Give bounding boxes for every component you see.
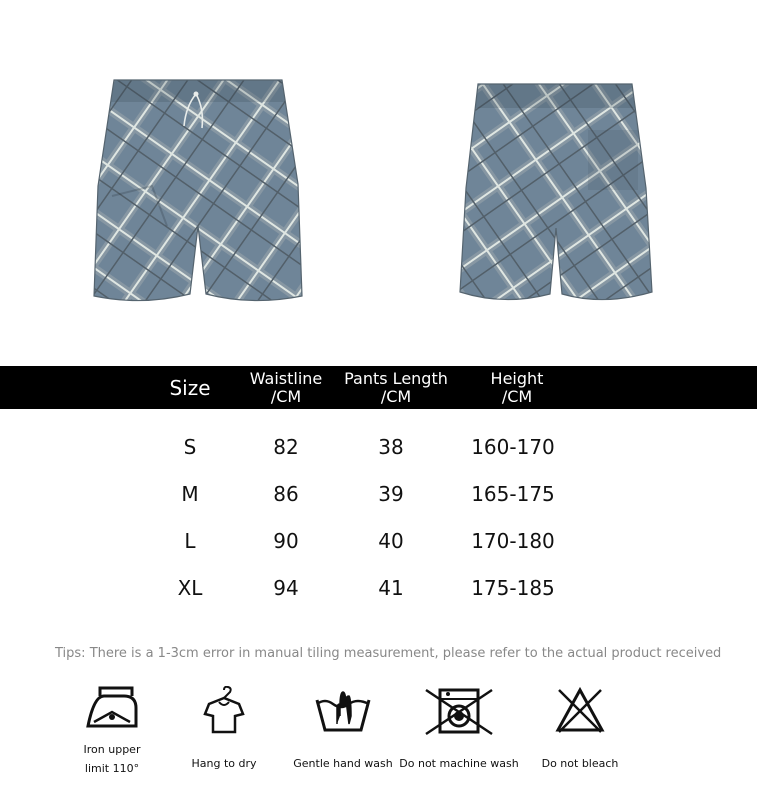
- header-size: [150, 366, 230, 409]
- product-images: [0, 0, 757, 360]
- no-bleach-icon: [555, 686, 605, 736]
- care-label-line2: limit 110°: [84, 762, 140, 775]
- cell-waistline: 94: [273, 576, 299, 600]
- table-row: [0, 432, 757, 462]
- care-item-hand-wash: [292, 686, 394, 773]
- care-label: Do not bleach: [541, 757, 619, 770]
- cell-size: S: [183, 435, 197, 459]
- header-height: [467, 366, 567, 409]
- measurement-tips: Tips: There is a 1-3cm error in manual tiling measurement, please refer to the actual product received: [55, 646, 722, 661]
- cell-height: 165-175: [471, 482, 555, 506]
- header-pants-length-unit: /CM: [380, 386, 412, 406]
- care-label: Do not machine wash: [399, 757, 519, 770]
- table-row: [0, 479, 757, 509]
- header-pants-length-label: Pants Length: [344, 368, 448, 388]
- header-pants-length: [336, 366, 456, 409]
- no-machine-wash-icon: [424, 686, 494, 736]
- table-row: [0, 526, 757, 556]
- shorts-back-image: [458, 80, 654, 308]
- header-waistline-label: Waistline: [249, 368, 323, 388]
- cell-pants-length: 39: [378, 482, 404, 506]
- cell-pants-length: 41: [378, 576, 404, 600]
- header-waistline-unit: /CM: [270, 386, 302, 406]
- care-item-iron: [66, 686, 158, 778]
- cell-size: XL: [177, 576, 203, 600]
- cell-waistline: 86: [273, 482, 299, 506]
- iron-icon: [82, 686, 142, 732]
- cell-size: M: [181, 482, 199, 506]
- care-item-no-machine-wash: [398, 686, 520, 773]
- care-item-no-bleach: [536, 686, 624, 773]
- table-row: [0, 573, 757, 603]
- header-size-label: Size: [169, 375, 211, 400]
- care-label: Hang to dry: [191, 757, 257, 770]
- cell-height: 170-180: [471, 529, 555, 553]
- care-label: Gentle hand wash: [293, 757, 393, 770]
- size-table-header: [0, 366, 757, 409]
- shorts-front-image: [92, 76, 304, 308]
- cell-height: 175-185: [471, 576, 555, 600]
- header-waistline: [236, 366, 336, 409]
- header-height-unit: /CM: [501, 386, 533, 406]
- cell-waistline: 82: [273, 435, 299, 459]
- hand-wash-icon: [313, 686, 373, 736]
- cell-size: L: [184, 529, 196, 553]
- cell-pants-length: 38: [378, 435, 404, 459]
- cell-pants-length: 40: [378, 529, 404, 553]
- header-height-label: Height: [490, 368, 544, 388]
- care-label: Iron upper: [83, 743, 141, 756]
- care-item-hang-dry: [184, 686, 264, 773]
- cell-height: 160-170: [471, 435, 555, 459]
- hang-dry-icon: [201, 686, 247, 736]
- cell-waistline: 90: [273, 529, 299, 553]
